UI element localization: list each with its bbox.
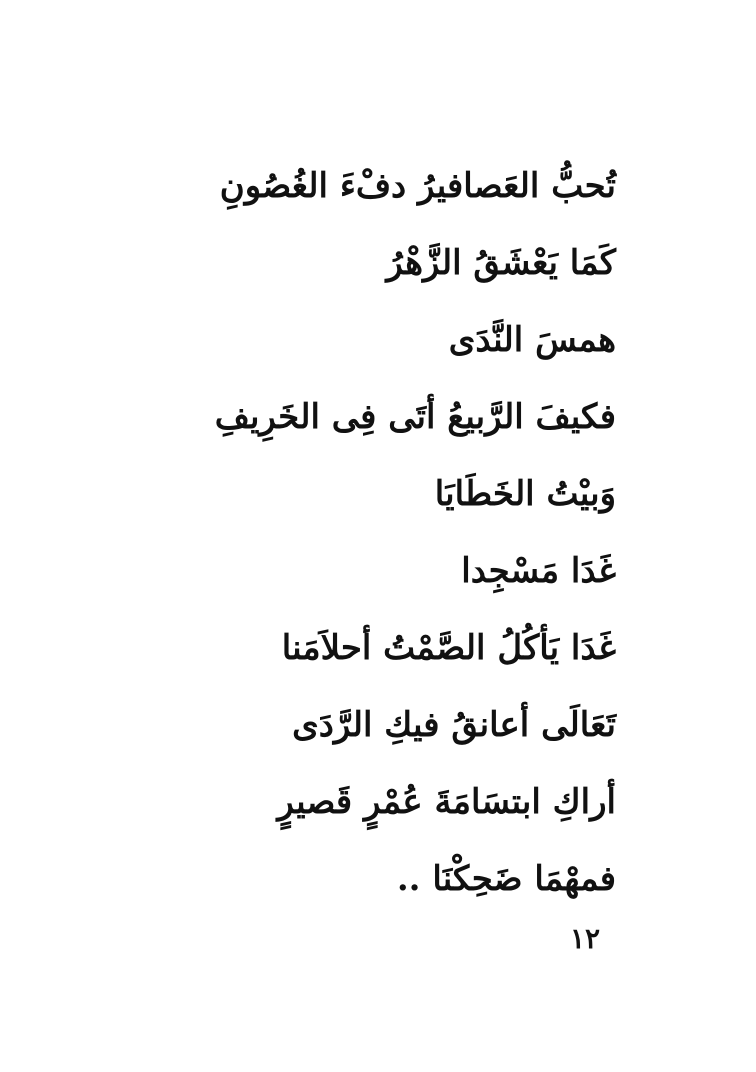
poem-line: تُحبُّ العَصافيرُ دفْءَ الغُصُونِ — [219, 166, 616, 206]
poem-line: غَدَا مَسْجِدا — [461, 551, 616, 591]
poem-line: غَدَا يَأكُلُ الصَّمْتُ أحلاَمَنا — [281, 628, 616, 668]
poem-line: فمهْمَا ضَحِكْنَا .. — [396, 859, 616, 899]
poem-line: كَمَا يَعْشَقُ الزَّهْرُ — [386, 243, 616, 283]
page-number: ١٢ — [569, 922, 601, 955]
poem-line: همسَ النَّدَى — [448, 320, 616, 360]
poem-line: تَعَالَى أعانقُ فيكِ الرَّدَى — [292, 705, 616, 745]
poem-text — [156, 148, 616, 918]
poem-line: وَبيْتُ الخَطَايَا — [434, 474, 616, 514]
poem-line: فكيفَ الرَّبيعُ أتَى فِى الخَرِيفِ — [214, 397, 616, 437]
poem-line: أراكِ ابتسَامَةَ عُمْرٍ قَصيرٍ — [277, 782, 616, 822]
